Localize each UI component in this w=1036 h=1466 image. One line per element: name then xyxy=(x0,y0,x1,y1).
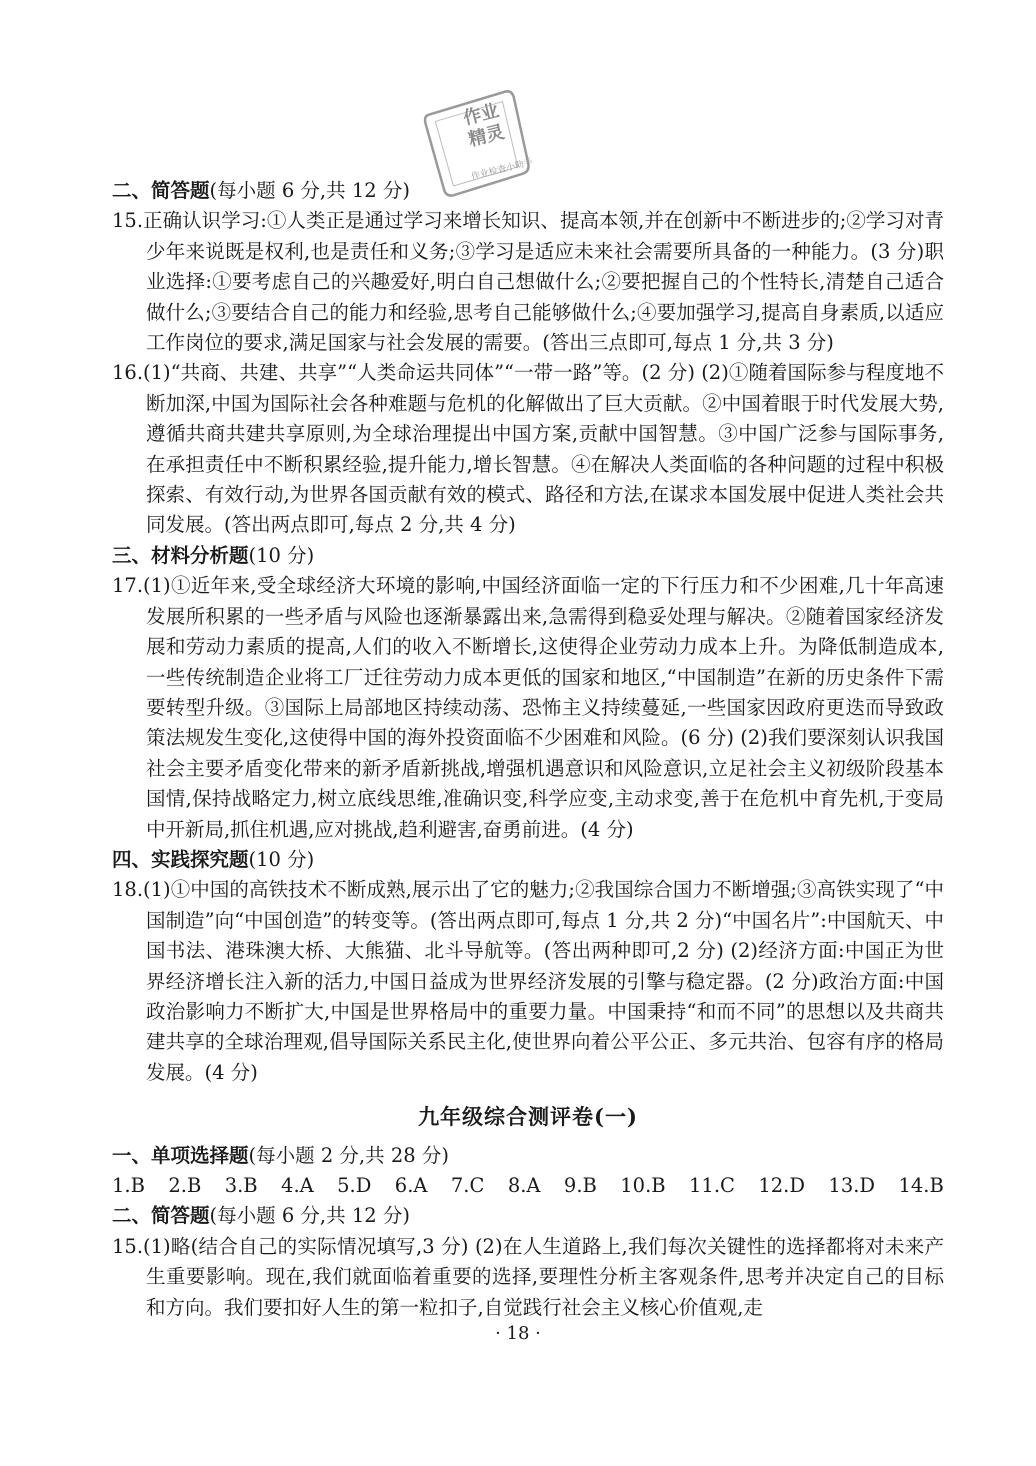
stamp-caption: 作业检查小助手 xyxy=(470,157,534,183)
section-title: 四、实践探究题 xyxy=(112,847,249,871)
mc-answer: 9.B xyxy=(563,1174,597,1197)
mc-answer: 7.C xyxy=(450,1174,485,1197)
mc-answer-list xyxy=(112,1171,944,1201)
section-title: 二、简答题 xyxy=(112,1204,210,1228)
section-note: (每小题 6 分,共 12 分) xyxy=(209,179,410,202)
answer-q15: 15.正确认识学习:①人类正是通过学习来增长知识、提高本领,并在创新中不断进步的;②学习对青少年来说既是权利,也是责任和义务;③学习是适应未来社会需要所具备的一种能力。(3 分)职业选择:①要考虑自己的兴趣爱好,明白自己想做什么;②要把握自己的个性特长,清楚自己适合做什么;③要结合自己的能力和经验,思考自己能够做什么;④要加强学习,提高自身素质,以适应工作岗位的要求,满足国家与社会发展的需要。(答出三点即可,每点 1 分,共 3 分) xyxy=(112,209,944,355)
stamp-line2: 精灵 xyxy=(466,121,507,151)
section-heading-practice xyxy=(112,845,944,875)
mc-answer: 3.B xyxy=(224,1174,258,1197)
answer-q17: 17.(1)①近年来,受全球经济大环境的影响,中国经济面临一定的下行压力和不少困难,几十年高速发展所积累的一些矛盾与风险也逐渐暴露出来,急需得到稳妥处理与解决。②随着国家经济发展和劳动力素质的提高,人们的收入不断增长,这使得企业劳动力成本上升。为降低制造成本,一些传统制造企业将工厂迁往劳动力成本更低的国家和地区,“中国制造”在新的历史条件下需要转型升级。③国际上局部地区持续动荡、恐怖主义持续蔓延,一些国家因政府更迭而导致政策法规发生变化,这使得中国的海外投资面临不少困难和风险。(6 分) (2)我们要深刻认识我国社会主要矛盾变化带来的新矛盾新挑战,增强机遇意识和风险意识,立足社会主义初级阶段基本国情,保持战略定力,树立底线思维,准确识变,科学应变,主动求变,善于在危机中育先机,于变局中开新局,抓住机遇,应对挑战,趋利避害,奋勇前进。(4 分) xyxy=(112,574,944,841)
section-heading-multiple-choice xyxy=(112,1141,944,1171)
page-number: · 18 · xyxy=(495,1323,541,1344)
section-heading-short-answer xyxy=(112,176,944,206)
answer-q15-test1: 15.(1)略(结合自己的实际情况填写,3 分) (2)在人生道路上,我们每次关键性的选择都将对未来产生重要影响。现在,我们就面临着重要的选择,要理性分析主客观条件,思考并决定自己的目标和方向。我们要扣好人生的第一粒扣子,自觉践行社会主义核心价值观,走 xyxy=(112,1234,944,1319)
mc-answer: 5.D xyxy=(337,1174,372,1197)
mc-answer: 4.A xyxy=(281,1174,314,1197)
answer-content xyxy=(112,176,944,1323)
mc-answer: 14.B xyxy=(898,1174,944,1197)
test-title: 九年级综合测评卷(一) xyxy=(418,1104,638,1130)
mc-answer: 8.A xyxy=(507,1174,541,1197)
section-note: (每小题 6 分,共 12 分) xyxy=(209,1204,410,1228)
section-title: 三、材料分析题 xyxy=(112,543,249,567)
section-note: (10 分) xyxy=(248,847,315,871)
section-heading-material-analysis xyxy=(112,541,944,571)
stamp-line1: 作业 xyxy=(461,100,502,130)
section-heading-short-answer-2 xyxy=(112,1201,944,1231)
mc-answer: 10.B xyxy=(620,1174,666,1197)
mc-answer: 11.C xyxy=(689,1174,735,1197)
section-title: 一、单项选择题 xyxy=(112,1143,249,1167)
mc-answer: 13.D xyxy=(828,1174,876,1197)
mc-answer: 2.B xyxy=(168,1174,202,1197)
section-note: (每小题 2 分,共 28 分) xyxy=(248,1143,449,1167)
mc-answer: 12.D xyxy=(758,1174,805,1197)
answer-q18: 18.(1)①中国的高铁技术不断成熟,展示出了它的魅力;②我国综合国力不断增强;③高铁实现了“中国制造”向“中国创造”的转变等。(答出两点即可,每点 1 分,共 2 分)“中国名片”:中国航天、中国书法、港珠澳大桥、大熊猫、北斗导航等。(答出两种即可,2 分) (2)经济方面:中国正为世界经济增长注入新的活力,中国日益成为世界经济发展的引擎与稳定器。(2 分)政治方面:中国政治影响力不断扩大,中国是世界格局中的重要力量。中国秉持“和而不同”的思想以及共商共建共享的全球治理观,倡导国际关系民主化,使世界向着公平公正、多元共治、包容有序的格局发展。(4 分) xyxy=(112,878,944,1084)
section-note: (10 分) xyxy=(248,543,315,567)
mc-answer: 1.B xyxy=(112,1174,145,1197)
section-title: 二、简答题 xyxy=(112,179,210,202)
answer-q16: 16.(1)“共商、共建、共享”“人类命运共同体”“一带一路”等。(2 分) (2)①随着国际参与程度地不断加深,中国为国际社会各种难题与危机的化解做出了巨大贡献。②中国着眼于时代发展大势,遵循共商共建共享原则,为全球治理提出中国方案,贡献中国智慧。③中国广泛参与国际事务,在承担责任中不断积累经验,提升能力,增长智慧。④在解决人类面临的各种问题的过程中积极探索、有效行动,为世界各国贡献有效的模式、路径和方法,在谋求本国发展中促进人类社会共同发展。(答出两点即可,每点 2 分,共 4 分) xyxy=(112,361,944,537)
mc-answer: 6.A xyxy=(394,1174,428,1197)
